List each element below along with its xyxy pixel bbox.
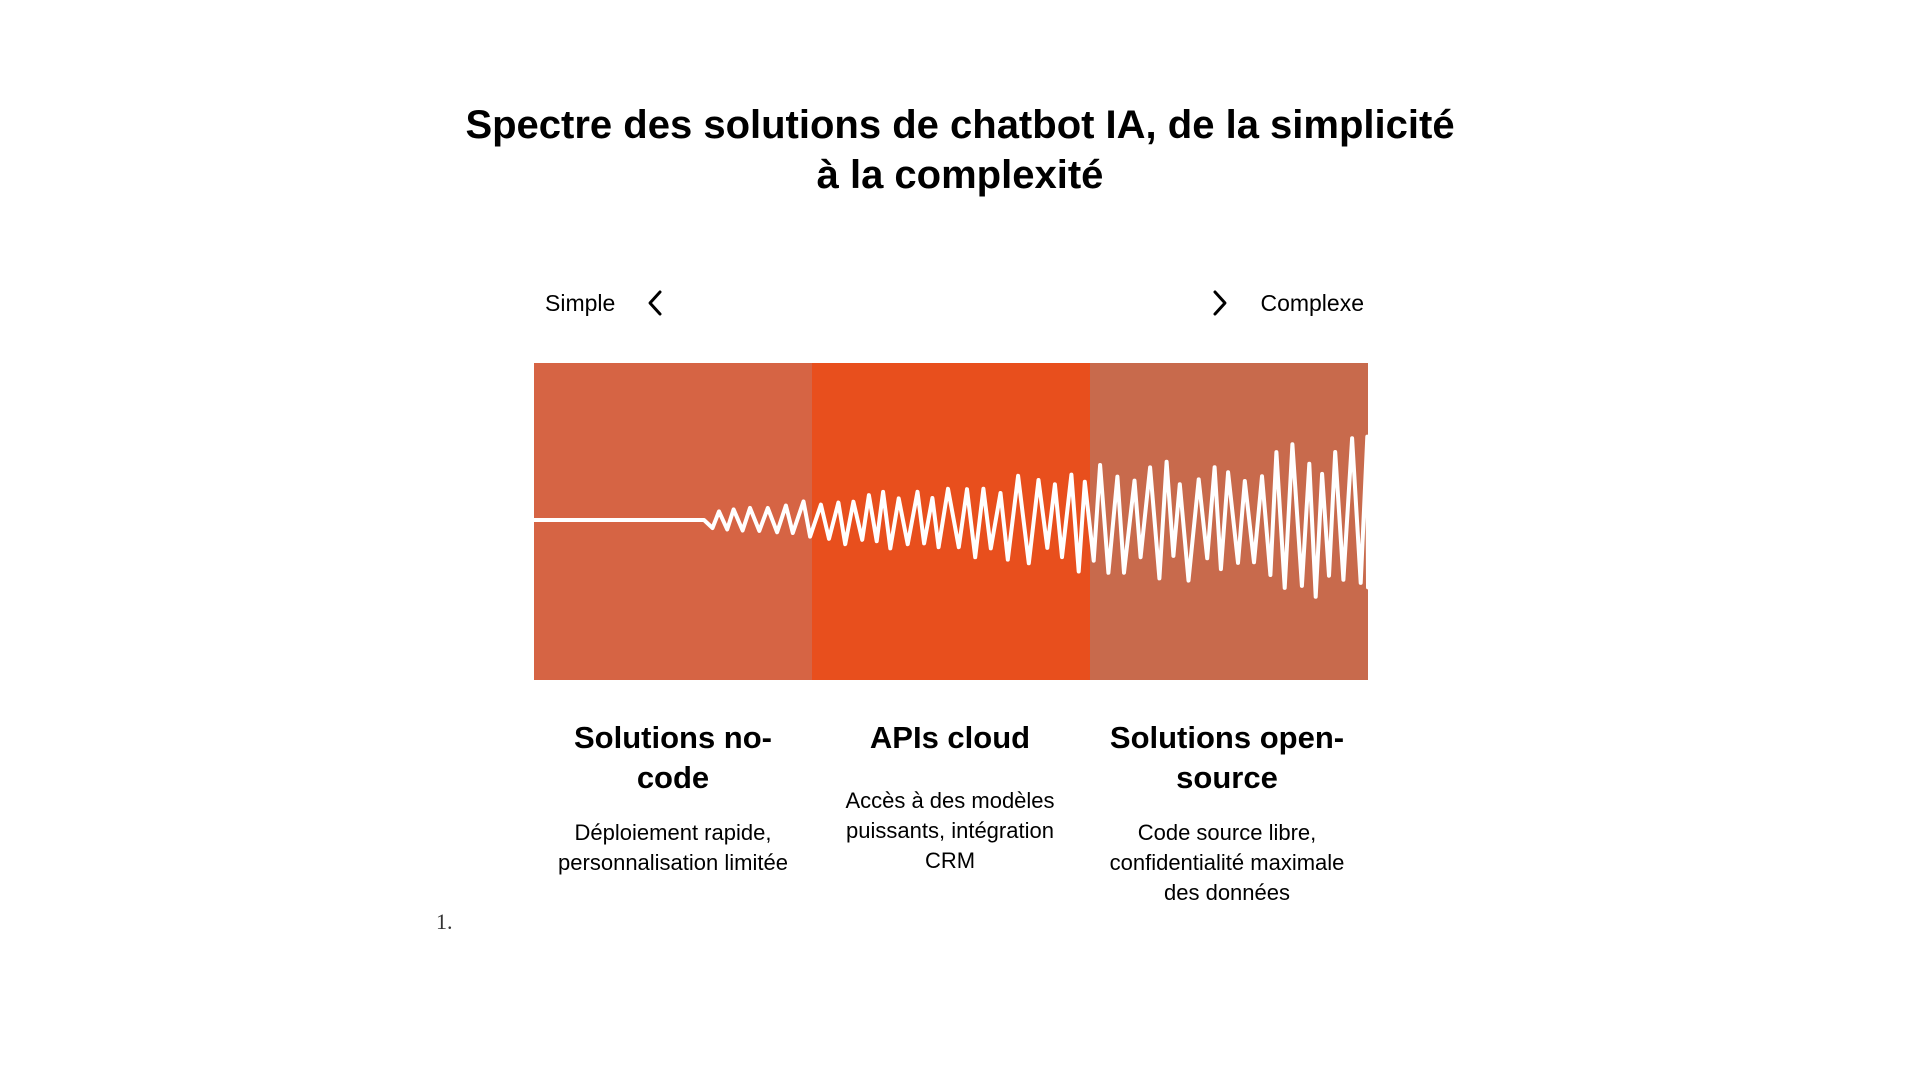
diagram-title: Spectre des solutions de chatbot IA, de la simplicité à la complexité — [465, 103, 1455, 197]
category-heading: Solutions no-code — [573, 720, 773, 795]
complexity-waveform — [534, 363, 1368, 680]
scale-complexe-label: Complexe — [1260, 290, 1364, 316]
scale-simple — [545, 288, 667, 318]
waveform-line — [534, 437, 1368, 597]
chevron-left-icon — [643, 288, 667, 318]
scale-complexe — [1208, 288, 1364, 318]
category-description: Code source libre, confidentialité maximale des données — [1109, 820, 1345, 905]
list-marker: 1. — [436, 909, 453, 934]
category-no-code — [543, 718, 803, 878]
scale-simple-label: Simple — [545, 290, 616, 316]
category-description: Déploiement rapide, personnalisation limitée — [558, 820, 788, 875]
category-heading: APIs cloud — [869, 720, 1031, 755]
chevron-right-icon — [1208, 288, 1232, 318]
category-description: Accès à des modèles puissants, intégration CRM — [845, 788, 1055, 873]
category-open-source — [1097, 718, 1357, 908]
category-apis-cloud — [820, 718, 1080, 876]
category-heading: Solutions open-source — [1109, 720, 1345, 795]
complexity-spectrum — [534, 363, 1368, 680]
